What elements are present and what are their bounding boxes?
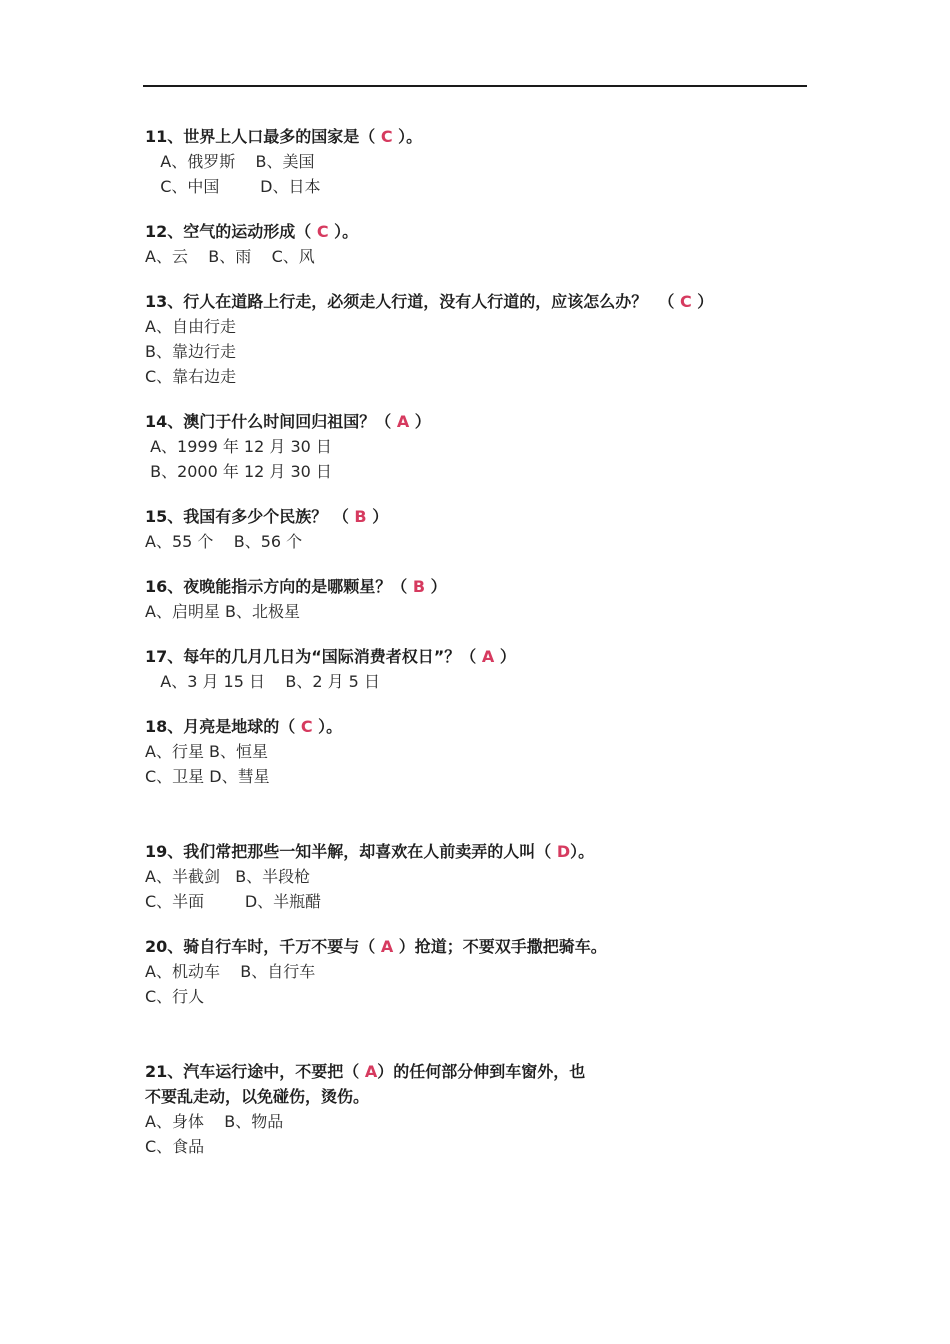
- options-11-1: A、俄罗斯 B、美国: [145, 152, 315, 171]
- question-14: 14、澳门于什么时间回归祖国？（ A ）: [145, 412, 431, 431]
- question-21: 21、汽车运行途中，不要把（ A）的任何部分伸到车窗外，也: [145, 1062, 586, 1081]
- question-21-cont: 不要乱走动，以免碰伤，烫伤。: [145, 1087, 370, 1106]
- answer-11: C: [380, 127, 393, 146]
- question-13: 13、行人在道路上行走，必须走人行道，没有人行道的，应该怎么办？ （ C ）: [145, 292, 714, 311]
- question-12: 12、空气的运动形成（ C ）。: [145, 222, 359, 241]
- header-rule: [143, 85, 807, 87]
- options-21-1: A、身体 B、物品: [145, 1112, 284, 1131]
- options-14-2: B、2000 年 12 月 30 日: [145, 462, 332, 481]
- options-12-1: A、云 B、雨 C、风: [145, 247, 315, 266]
- answer-16: B: [412, 577, 426, 596]
- options-16-1: A、启明星 B、北极星: [145, 602, 301, 621]
- options-21-2: C、食品: [145, 1137, 205, 1156]
- question-15: 15、我国有多少个民族？ （ B ）: [145, 507, 389, 526]
- options-18-1: A、行星 B、恒星: [145, 742, 269, 761]
- options-15-1: A、55 个 B、56 个: [145, 532, 303, 551]
- options-13-2: B、靠边行走: [145, 342, 236, 361]
- options-20-2: C、行人: [145, 987, 205, 1006]
- answer-14: A: [396, 412, 410, 431]
- options-17-1: A、3 月 15 日 B、2 月 5 日: [145, 672, 380, 691]
- answer-20: A: [380, 937, 394, 956]
- options-13-3: C、靠右边走: [145, 367, 237, 386]
- question-20: 20、骑自行车时，千万不要与（ A ）抢道；不要双手撒把骑车。: [145, 937, 607, 956]
- question-17: 17、每年的几月几日为“国际消费者权日”？（ A ）: [145, 647, 516, 666]
- answer-18: C: [300, 717, 313, 736]
- options-19-2: C、半面 D、半瓶醋: [145, 892, 322, 911]
- options-20-1: A、机动车 B、自行车: [145, 962, 316, 981]
- question-18: 18、月亮是地球的（ C ）。: [145, 717, 343, 736]
- options-19-1: A、半截剑 B、半段枪: [145, 867, 311, 886]
- answer-13: C: [679, 292, 692, 311]
- options-11-2: C、中国 D、日本: [145, 177, 321, 196]
- question-16: 16、夜晚能指示方向的是哪颗星？（ B ）: [145, 577, 447, 596]
- answer-19: D: [556, 842, 571, 861]
- options-14-1: A、1999 年 12 月 30 日: [145, 437, 332, 456]
- options-13-1: A、自由行走: [145, 317, 236, 336]
- question-19: 19、我们常把那些一知半解，却喜欢在人前卖弄的人叫（ D）。: [145, 842, 595, 861]
- question-11: 11、世界上人口最多的国家是（ C ）。: [145, 127, 423, 146]
- answer-12: C: [316, 222, 329, 241]
- options-18-2: C、卫星 D、彗星: [145, 767, 270, 786]
- answer-15: B: [354, 507, 367, 526]
- answer-21: A: [364, 1062, 378, 1081]
- answer-17: A: [481, 647, 495, 666]
